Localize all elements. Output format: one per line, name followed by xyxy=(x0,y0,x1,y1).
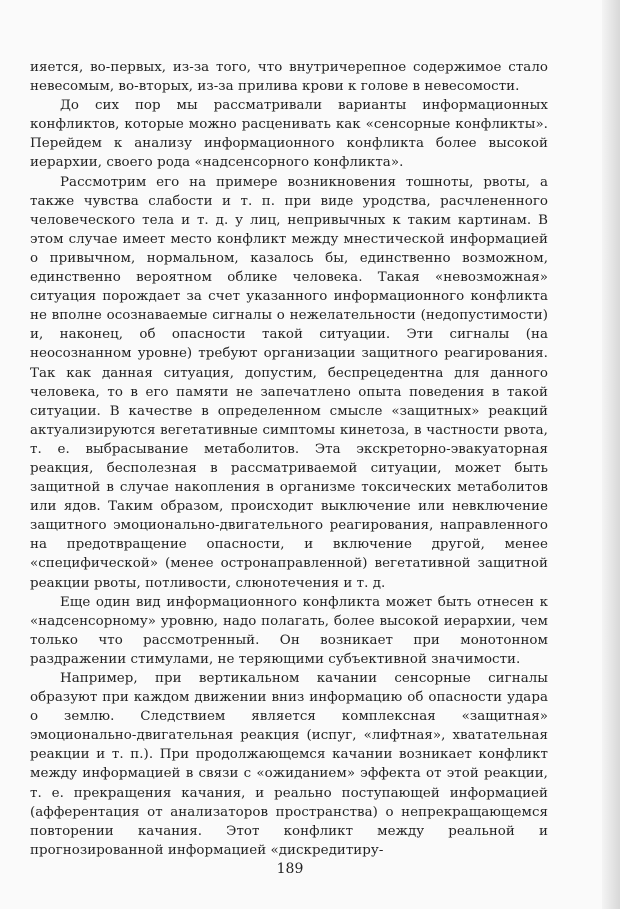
paragraph: Например, при вертикальном качании сенсорные сигналы образуют при каждом движении вниз информацию об опасности удара о землю. Следствием является комплексная «защитная» эмоционально-двигательная реакция (испуг, «лифтная», хватательная реакции и т. п.). При продолжающемся качании возникает конфликт между информацией в связи с «ожиданием» эффекта от этой реакции, т. е. прекращения качания, и реально поступающей информацией (афферентация от анализаторов пространства) о непрекращающемся повторении качания. Этот конфликт между реальной и прогнозированной информацией «дискредитиру- xyxy=(30,671,548,858)
paragraph: До сих пор мы рассматривали варианты информационных конфликтов, которые можно расценивать как «сенсорные конфликты». Перейдем к анализу информационного конфликта более высокой иерархии, своего рода «надсенсорного конфликта». xyxy=(30,98,548,171)
paragraph: Рассмотрим его на примере возникновения тошноты, рвоты, а также чувства слабости и т. п. при виде уродства, расчлененного человеческого тела и т. д. у лиц, непривычных к таким картинам. В этом случае имеет место конфликт между мнестической информацией о привычном, нормальном, казалось бы, единственно возможном, единственно вероятном облике человека. Такая «невозможная» ситуация порождает за счет указанного информационного конфликта не вполне осознаваемые сигналы о нежелательности (недопустимости) и, наконец, об опасности такой ситуации. Эти сигналы (на неосознанном уровне) требуют организации защитного реагирования. Так как данная ситуация, допустим, беспрецедентна для данного человека, то в его памяти не запечатлено опыта поведения в такой ситуации. В качестве в определенном смысле «защитных» реакций актуализируются вегетативные симптомы кинетоза, в частности рвота, т. е. выбрасывание метаболитов. Эта экскреторно-эвакуаторная реакция, бесполезная в рассматриваемой ситуации, может быть защитной в случае накопления в организме токсических метаболитов или ядов. Таким образом, происходит выключение или невключение защитного эмоционально-двигательного реагирования, направленного на предотвращение опасности, и включение другой, менее «специфической» (менее остронаправленной) вегетативной защитной реакции рвоты, потливости, слюнотечения и т. д. xyxy=(30,174,548,591)
paragraph-continuation: ияется, во-первых, из-за того, что внутричерепное содержимое стало невесомым, во-вторых, из-за прилива крови к голове в невесомости. xyxy=(30,60,548,95)
paragraph: Еще один вид информационного конфликта может быть отнесен к «надсенсорному» уровню, надо полагать, более высокой иерархии, чем только что рассмотренный. Он возникает при монотонном раздражении стимулами, не теряющими субъективной значимости. xyxy=(30,594,548,667)
page-edge-shadow xyxy=(602,0,620,909)
body-text xyxy=(30,58,548,860)
page-number: 189 xyxy=(276,861,304,877)
